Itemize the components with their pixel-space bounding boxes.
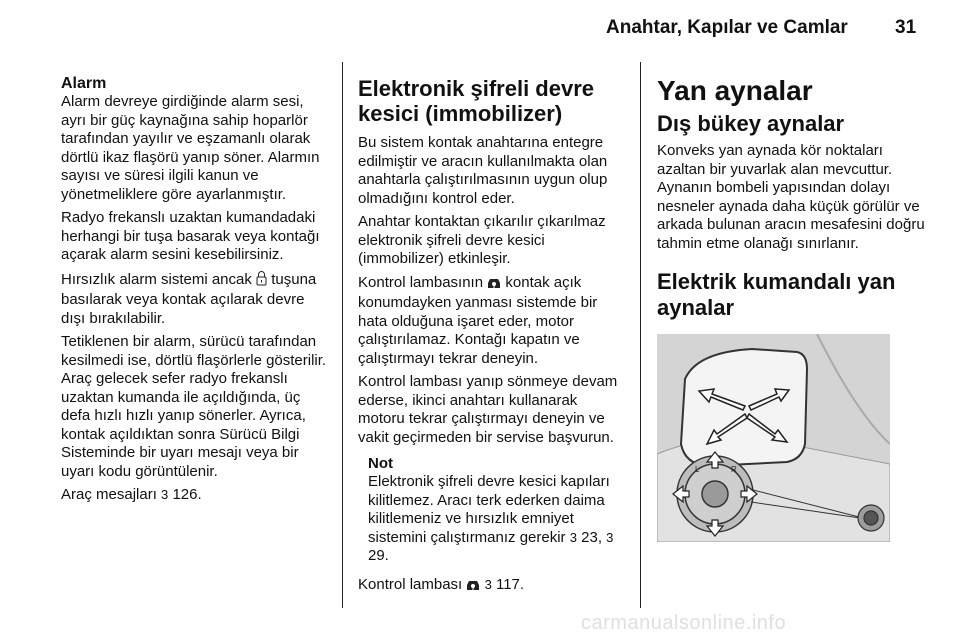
cross-reference-marker: 3 <box>484 576 492 592</box>
section-heading-alarm: Alarm <box>61 75 107 92</box>
column-alarm <box>61 75 329 510</box>
page-reference: 117. <box>495 575 525 593</box>
cross-reference-marker: 3 <box>606 529 614 545</box>
paragraph: Konveks yan aynada kör noktaları azaltan bir yuvarlak alan mevcuttur. Aynanın bombeli yapısından dolayı nesneler aynada daha küçük görülür ve arkada bulunan aracın mesafesini doğru tahmin etme olanağı sınırlanır. <box>657 142 925 252</box>
left-mirror-label: L <box>695 465 700 474</box>
paragraph: Tetiklenen bir alarm, sürücü tarafından kesilmedi ise, dörtlü flaşörlerle gösterilir. Araç gelecek sefer radyo frekanslı uzaktan kumanda ile açıldığında, üç defa hızlı hızlı yanıp sönerler. Ayrıca, kontak açıldıktan sonra Sürücü Bilgi Sisteminde bir uyarı mesajı veya bir uyarı kodu görüntülenir. <box>61 333 327 480</box>
paragraph-text: Hırsızlık alarm sistemi ancak <box>61 270 252 288</box>
note-box <box>358 455 625 566</box>
mirror-switch-diagram <box>657 334 890 542</box>
paragraph-text: Kontrol lambasının <box>358 273 484 291</box>
paragraph <box>61 270 329 329</box>
column-divider <box>640 62 641 608</box>
column-divider <box>342 62 343 608</box>
immobilizer-warning-icon <box>466 578 480 597</box>
paragraph: Anahtar kontaktan çıkarılır çıkarılmaz elektronik şifreli devre kesici (immobilizer) etkinleşir. <box>358 213 606 267</box>
subheading-convex-mirrors: Dış bükey aynalar <box>657 111 845 136</box>
lock-icon <box>256 270 267 292</box>
page-number: 31 <box>895 17 917 38</box>
page-header-title: Anahtar, Kapılar ve Camlar <box>606 17 848 38</box>
section-heading-immobilizer: Elektronik şifreli devre kesici (immobilizer) <box>358 76 594 126</box>
paragraph: Alarm devreye girdiğinde alarm sesi, ayrı bir güç kaynağına sahip hoparlör tarafından yayılır ve eşzamanlı olarak dörtlü ikaz flaşörü yanıp söner. Alarmın sayısı ve süresi ilgili kanun ve yönetmeliklere göre ayarlanmıştır. <box>61 93 320 203</box>
column-immobilizer <box>358 75 625 601</box>
door-switch <box>858 505 884 531</box>
cross-reference-marker: 3 <box>161 487 169 502</box>
page-reference: 23, <box>581 528 602 546</box>
mirror-control-illustration <box>657 334 890 542</box>
subheading-electric-mirrors: Elektrik kumandalı yan aynalar <box>657 269 896 320</box>
immobilizer-warning-icon <box>487 276 501 295</box>
note-text <box>368 473 625 566</box>
page-reference: 29. <box>368 547 389 564</box>
watermark: carmanualsonline.info <box>581 612 787 634</box>
paragraph-text: Araç mesajları <box>61 486 157 503</box>
paragraph <box>358 576 625 597</box>
paragraph: Kontrol lambası yanıp sönmeye devam ederse, ikinci anahtarı kullanarak motoru tekrar çalıştırmayı deneyin ve vakit geçirmeden bir servise başvurun. <box>358 373 618 446</box>
paragraph <box>61 486 329 505</box>
paragraph-text: kontak açık konumdayken yanması sistemde bir hata olduğuna işaret eder, motor çalıştırılamaz. Kontağı kapatın ve çalıştırmayı tekrar deneyin. <box>358 273 598 367</box>
paragraph: Radyo frekanslı uzaktan kumandadaki herhangi bir tuşa basarak veya kontağı açarak alarm sesini kesebilirsiniz. <box>61 209 320 263</box>
paragraph-text: Elektronik şifreli devre kesici kapıları kilitlemez. Aracı terk ederken daima kilitlemeniz ve hırsızlık emniyet sistemini çalıştırmanız gerekir <box>368 473 610 546</box>
note-title: Not <box>368 455 393 472</box>
column-side-mirrors <box>657 75 925 321</box>
cross-reference-marker: 3 <box>569 529 577 545</box>
paragraph-text: tuşuna basılarak veya kontak açılarak devre dışı bırakılabilir. <box>61 270 317 327</box>
paragraph-text: Kontrol lambası <box>358 575 463 593</box>
right-mirror-label: R <box>731 465 737 474</box>
paragraph <box>358 274 625 369</box>
section-heading-side-mirrors: Yan aynalar <box>657 75 813 106</box>
paragraph: Bu sistem kontak anahtarına entegre edilmiştir ve aracın kullanılmakta olan anahtarla çalıştırılmasının uygun olup olmadığını kontrol eder. <box>358 134 608 207</box>
page-reference: 126. <box>172 486 202 503</box>
